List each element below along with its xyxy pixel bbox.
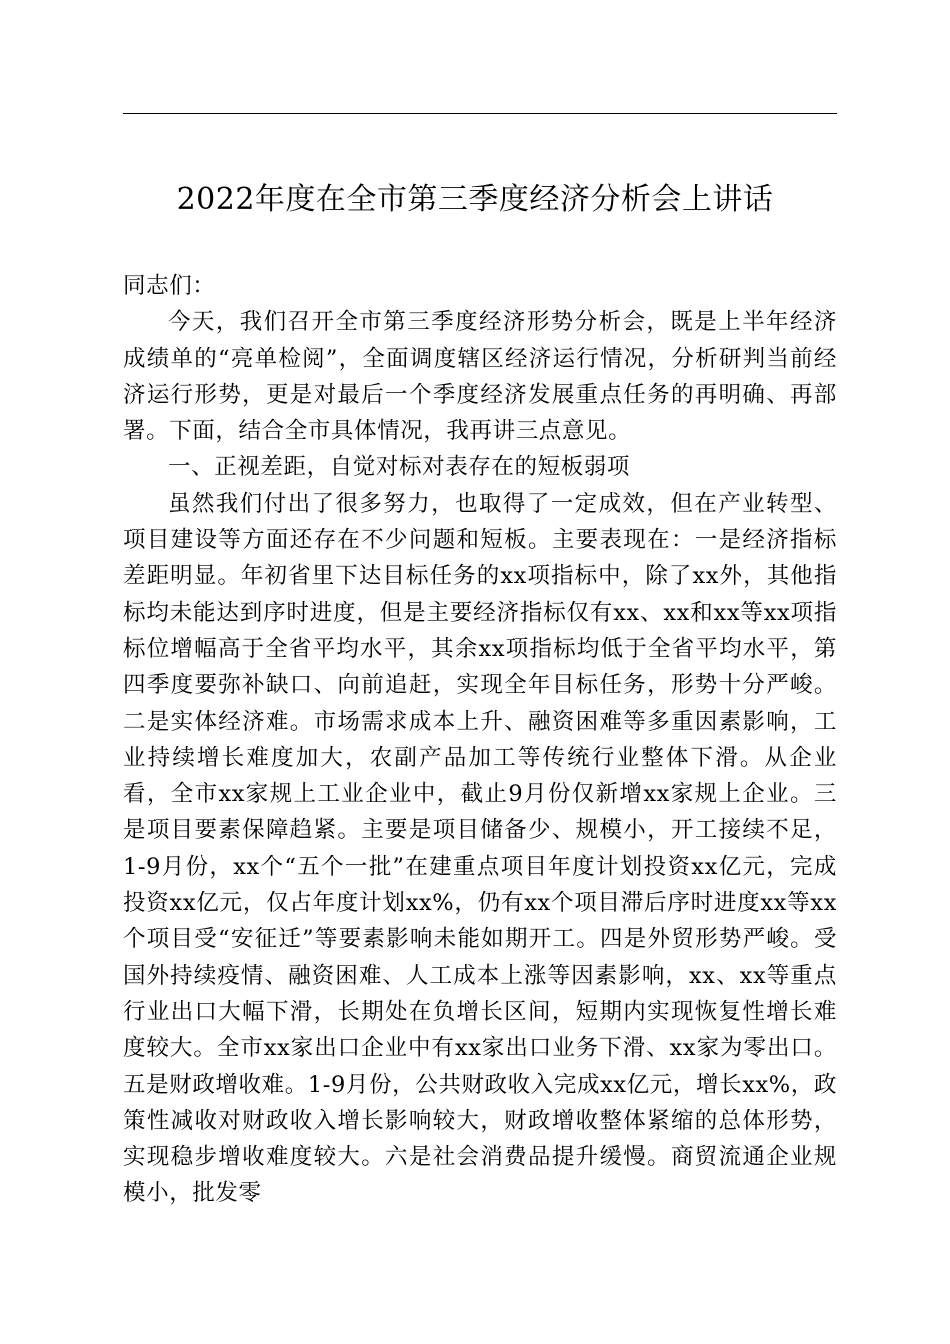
paragraph-body: 虽然我们付出了很多努力，也取得了一定成效，但在产业转型、项目建设等方面还存在不少问题和短板。主要表现在：一是经济指标差距明显。年初省里下达目标任务的xx项指标中，除了xx外，其他指标均未能达到序时进度，但是主要经济指标仅有xx、xx和xx等xx项指标位增幅高于全省平均水平，其余xx项指标均低于全省平均水平，第四季度要弥补缺口、向前追赶，实现全年目标任务，形势十分严峻。二是实体经济难。市场需求成本上升、融资困难等多重因素影响，工业持续增长难度加大，农副产品加工等传统行业整体下滑。从企业看，全市xx家规上工业企业中，截止9月份仅新增xx家规上企业。三是项目要素保障趋紧。主要是项目储备少、规模小，开工接续不足，1-9月份，xx个“五个一批”在建重点项目年度计划投资xx亿元，完成投资xx亿元，仅占年度计划xx%，仍有xx个项目滞后序时进度xx等xx个项目受“安征迁”等要素影响未能如期开工。四是外贸形势严峻。受国外持续疫情、融资困难、人工成本上涨等因素影响，xx、xx等重点行业出口大幅下滑，长期处在负增长区间，短期内实现恢复性增长难度较大。全市xx家出口企业中有xx家出口业务下滑、xx家为零出口。五是财政增收难。1-9月份，公共财政收入完成xx亿元，增长xx%，政策性减收对财政收入增长影响较大，财政增收整体紧缩的总体形势，实现稳步增收难度较大。六是社会消费品提升缓慢。商贸流通企业规模小，批发零 — [123, 490, 837, 1207]
document-body — [123, 268, 837, 1212]
salutation: 同志们： — [123, 273, 216, 299]
paragraph-intro: 今天，我们召开全市第三季度经济形势分析会，既是上半年经济成绩单的“亮单检阅”，全面调度辖区经济运行情况，分析研判当前经济运行形势，更是对最后一个季度经济发展重点任务的再明确、再部署。下面，结合全市具体情况，我再讲三点意见。 — [123, 309, 837, 445]
document-title: 2022年度在全市第三季度经济分析会上讲话 — [176, 182, 774, 217]
header-rule — [123, 113, 837, 114]
section-heading: 一、正视差距，自觉对标对表存在的短板弱项 — [168, 454, 631, 481]
